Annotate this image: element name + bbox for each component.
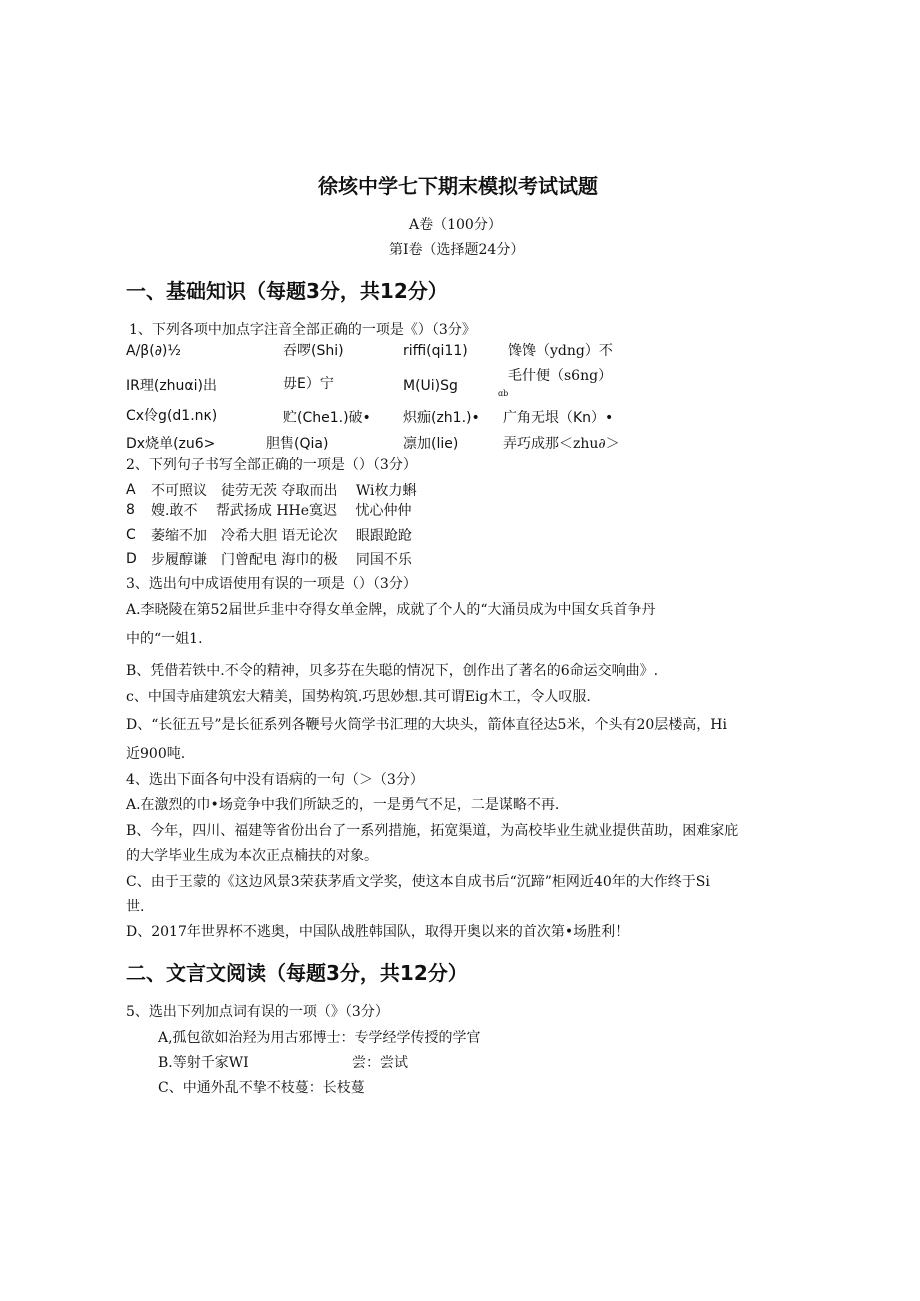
q2-stem: 2、下列句子书写全部正确的一项是（）（3分） — [126, 457, 417, 473]
q3-option-d-line1: D、“长征五号”是长征系列各鞭号火筒学书汇理的大块头，箭体直径达5米，个头有20层楼高，Hi — [126, 717, 727, 733]
q2-option-b: 嫂.敢不 帮武扬成 HHe寞迟 忧心仲仲 — [151, 503, 412, 519]
q2-letter-d: D — [126, 551, 137, 567]
section-heading-1: 一、基础知识（每题3分，共12分） — [126, 279, 448, 303]
q5-stem: 5、选出下列加点词有误的一项（》（3分） — [126, 1004, 389, 1020]
q1-stem: 1、下列各项中加点字注音全部正确的一项是《）（3分》 — [129, 322, 476, 338]
q4-stem: 4、选出下面各句中没有语病的一句（＞（3分） — [126, 772, 424, 788]
q4-option-b-line2: 的大学毕业生成为本次正点楠扶的对象。 — [126, 848, 378, 864]
q5-option-b: B.等射千家WI — [158, 1055, 249, 1071]
q2-letter-b: 8 — [126, 502, 135, 518]
q1-row-b-3: M(Ui)Sg — [403, 378, 458, 394]
q1-row-b-1: IR理(zhuαi)出 — [126, 378, 217, 394]
q1-row-d-4: 弄巧成那＜zhu∂＞ — [503, 436, 620, 452]
q1-extra-line: 毛什便（s6ng） — [508, 368, 613, 384]
q1-row-a-4: 馋馋（ydng）不 — [508, 343, 613, 359]
section-heading-2: 二、文言文阅读（每题3分，共12分） — [126, 961, 468, 985]
q2-option-c: 萎缩不加 冷希大胆 语无论次 眼跟跄跄 — [151, 528, 412, 544]
q1-row-d-1: Dx烧单(zu6> — [126, 436, 216, 452]
q3-option-a-line1: A.李晓陵在第52届世乒韭中夺得女单金牌，成就了个人的“大涌员成为中国女兵首争丹 — [126, 602, 656, 618]
q2-letter-a: A — [126, 482, 136, 498]
q1-row-d-2: 胆售(Qia) — [266, 436, 329, 452]
q5-option-a: A,孤包欲如治羟为用古邪博士：专学经学传授的学官 — [158, 1030, 481, 1046]
subtitle-b: 第I卷（选择题24分） — [389, 242, 525, 258]
q3-option-b: B、凭借若铁中.不令的精神，贝多芬在失聪的情况下，创作出了著名的6命运交响曲》. — [126, 663, 659, 679]
q3-stem: 3、选出句中成语使用有误的一项是（）（3分） — [126, 576, 417, 592]
q4-option-c-line1: C、由于王蒙的《这边风景3荣获茅盾文学奖，使这本自成书后“沉蹄”柜网近40年的大作终于Si — [126, 874, 710, 890]
q2-letter-c: C — [126, 527, 136, 543]
q1-tiny-mark: ɑb — [498, 389, 509, 398]
q1-row-c-2: 贮(Che1.)破• — [283, 410, 371, 426]
q3-option-d-line2: 近900吨. — [126, 746, 186, 762]
q3-option-c: c、中国寺庙建筑宏大精美，国势构筑.巧思妙想.其可谓Eig木工，令人叹服. — [126, 689, 591, 705]
q5-option-b-gloss: 尝：尝试 — [352, 1055, 408, 1071]
q1-row-d-3: 凛加(lie) — [403, 436, 459, 452]
q5-option-c: C、中通外乱不挚不枝蔓：长枝蔓 — [158, 1080, 365, 1096]
subtitle-a: A卷（100分） — [409, 217, 502, 233]
q2-option-a: 不可照议 徒劳无茨 夺取而出 Wi枚力蝌 — [151, 483, 417, 499]
q3-option-a-line2: 中的“一姐1. — [126, 631, 203, 647]
q4-option-d: D、2017年世界杯不逃奥，中国队战胜韩国队，取得开奥以来的首次第•场胜利！ — [126, 924, 630, 940]
q1-row-a-3: riffi(qi11) — [403, 343, 468, 359]
q1-row-a-2: 吞啰(Shi) — [283, 343, 344, 359]
document-title: 徐垓中学七下期末模拟考试试题 — [318, 174, 598, 198]
q2-option-d: 步履醇谦 门曾配电 海巾的极 同国不乐 — [151, 552, 412, 568]
q1-row-a-1: A/β(∂)½ — [126, 343, 181, 359]
q1-row-c-4: 广角无垠（Kn）• — [503, 410, 614, 426]
q1-row-c-1: Cx伶g(d1.nκ) — [126, 408, 218, 424]
q1-row-b-2: 毋E）宁 — [283, 376, 334, 392]
q4-option-a: A.在激烈的巾•场竞争中我们所缺乏的，一是勇气不足，二是谋略不再. — [126, 797, 560, 813]
q4-option-c-line2: 世. — [126, 899, 145, 915]
q4-option-b-line1: B、今年，四川、福建等省份出台了一系列措施，拓宽渠道，为高校毕业生就业提供苗助，困难家庇 — [126, 823, 739, 839]
q1-row-c-3: 炽痂(zh1.)• — [403, 410, 480, 426]
